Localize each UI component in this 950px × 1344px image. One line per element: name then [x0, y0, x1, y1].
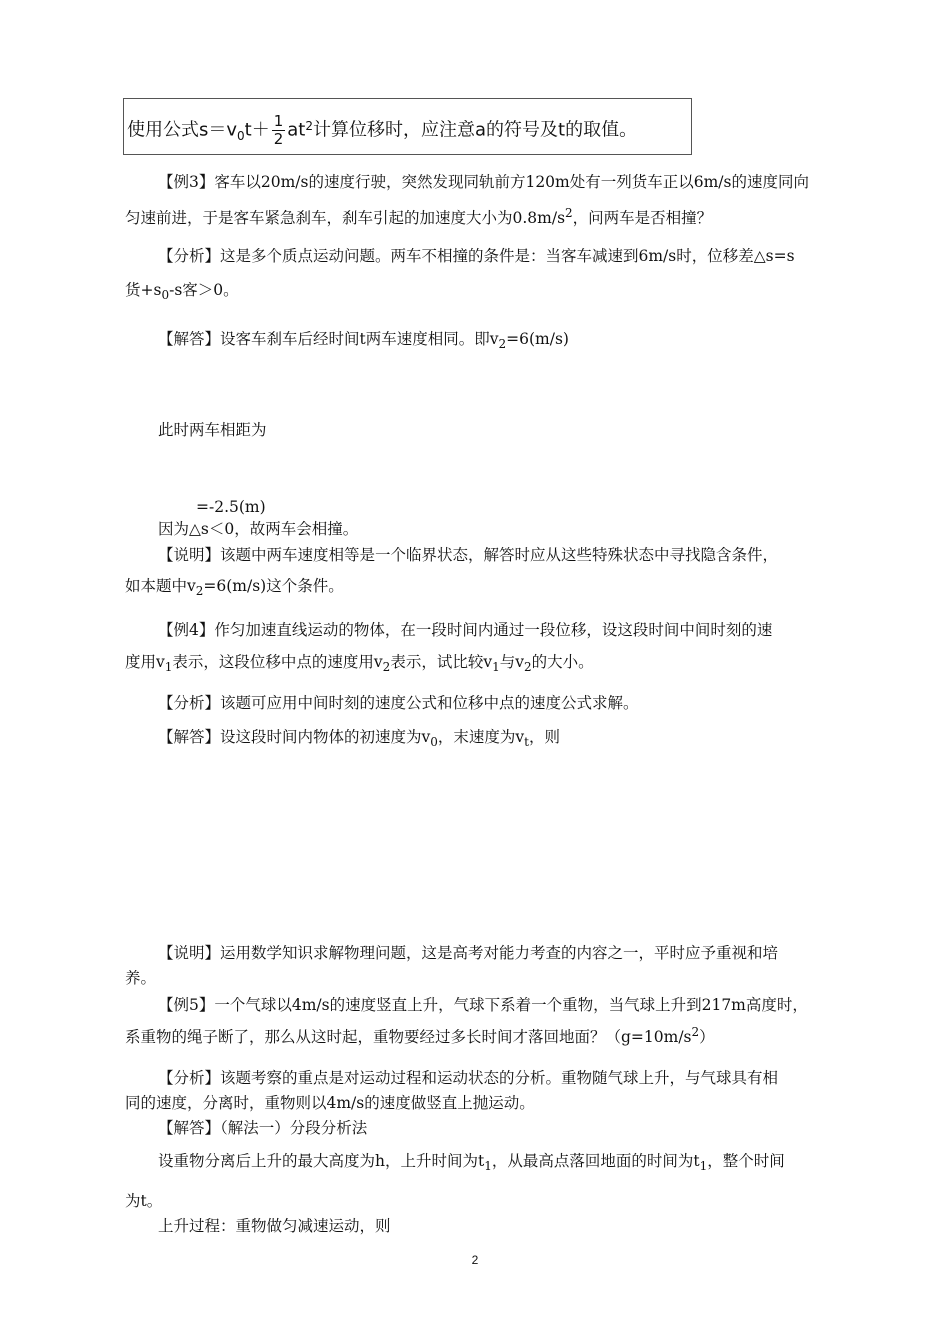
analysis5-line1: 【分析】该题考察的重点是对运动过程和运动状态的分析。重物随气球上升，与气球具有相 — [158, 1069, 779, 1087]
example3-line2: 匀速前进，于是客车紧急刹车，刹车引起的加速度大小为$0.8m/s^2$，问两车是否相撞？ — [125, 206, 713, 227]
note3-line1: 【说明】该题中两车速度相等是一个临界状态，解答时应从这些特殊状态中寻找隐含条件， — [158, 546, 779, 564]
fraction-one-half: $\frac{1}{2}$ — [273, 112, 284, 148]
answer5-line3: 上升过程：重物做匀减速运动，则 — [158, 1217, 391, 1235]
answer3-result: =-2.5(m) — [196, 498, 266, 516]
answer3-conclusion: 因为△s＜0，故两车会相撞。 — [158, 520, 359, 538]
example4-line1: 【例4】作匀加速直线运动的物体，在一段时间内通过一段位移，设这段时间中间时刻的速 — [158, 621, 773, 639]
answer3-line: 【解答】设客车刹车后经时间t两车速度相同。即$v_2=6(m/s)$ — [158, 330, 569, 351]
answer5-head: 【解答】（解法一）分段分析法 — [158, 1119, 368, 1137]
analysis5-line2: 同的速度，分离时，重物则以4m/s的速度做竖直上抛运动。 — [125, 1094, 535, 1112]
example3-line1: 【例3】客车以20m/s的速度行驶，突然发现同轨前方120m处有一列货车正以6m/s的速度同向 — [158, 173, 809, 191]
note3-line2: 如本题中$v_2=6(m/s)$这个条件。 — [125, 577, 344, 598]
note4-line2: 养。 — [125, 969, 157, 987]
analysis3-line2: 货$+s_0-s$客＞0。 — [125, 281, 239, 302]
tip-formula-text: 使用公式$s=v_0t+$ $\frac{1}{2}$ $at^2$计算位移时，应注意a的符号及t的取值。 — [127, 112, 638, 148]
answer5-line1: 设重物分离后上升的最大高度为h，上升时间为$t_1$，从最高点落回地面的时间为$t_1$，整个时间 — [158, 1152, 785, 1173]
example5-line2: 系重物的绳子断了，那么从这时起，重物要经过多长时间才落回地面？$(g=10m/s^2)$ — [125, 1025, 715, 1046]
example4-line2: 度用$v_1$表示，这段位移中点的速度用$v_2$表示，试比较$v_1$与$v_2$的大小。 — [125, 653, 594, 674]
page-number: 2 — [471, 1253, 479, 1267]
answer5-line2: 为t。 — [125, 1192, 163, 1210]
answer4: 【解答】设这段时间内物体的初速度为$v_0$，末速度为$v_t$，则 — [158, 728, 561, 749]
example5-line1: 【例5】一个气球以4m/s的速度竖直上升，气球下系着一个重物，当气球上升到217m高度时， — [158, 996, 808, 1014]
analysis3-line1: 【分析】这是多个质点运动问题。两车不相撞的条件是：当客车减速到6m/s时，位移差△s=s — [158, 247, 795, 265]
answer3-distance: 此时两车相距为 — [158, 421, 267, 439]
note4-line1: 【说明】运用数学知识求解物理问题，这是高考对能力考查的内容之一，平时应予重视和培 — [158, 944, 779, 962]
analysis4: 【分析】该题可应用中间时刻的速度公式和位移中点的速度公式求解。 — [158, 694, 639, 712]
